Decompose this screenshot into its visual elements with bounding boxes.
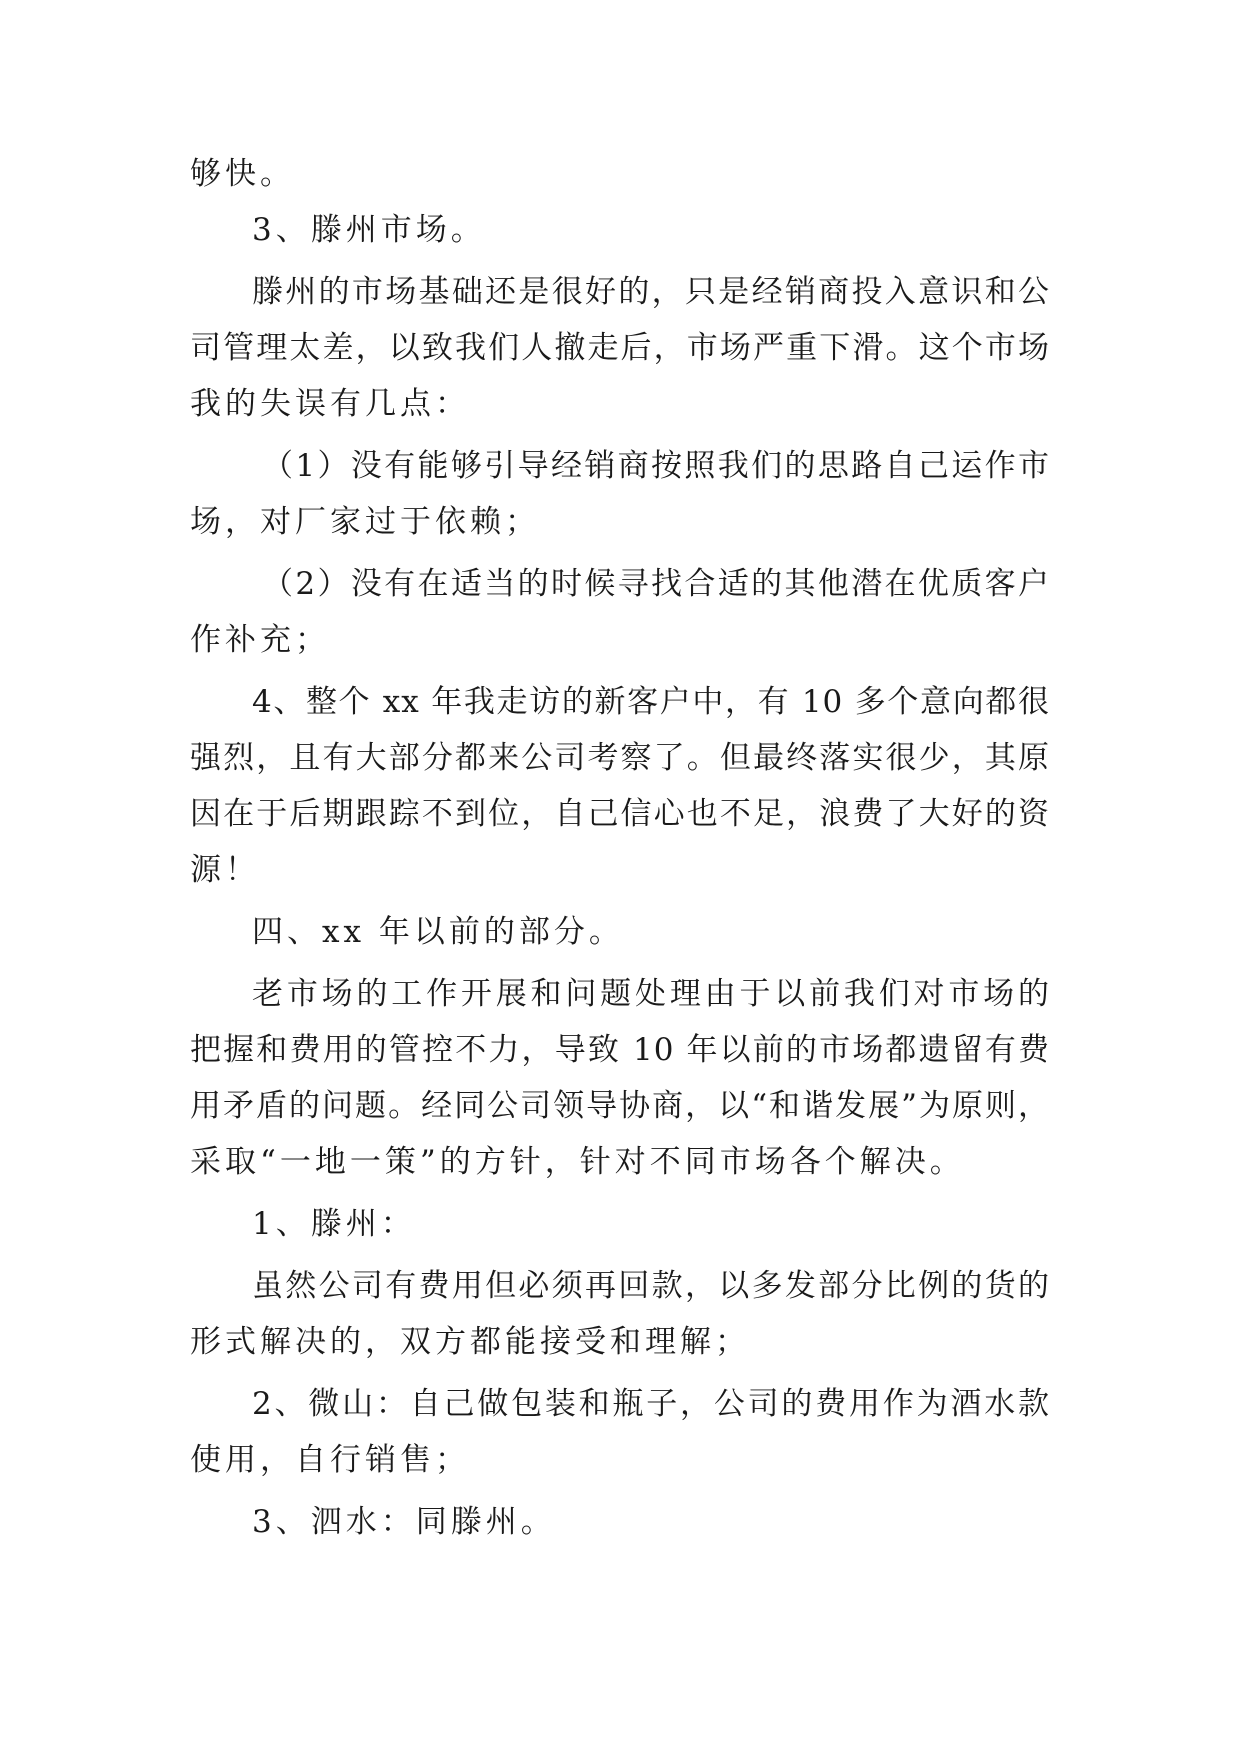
text-line: 源！: [190, 852, 260, 888]
text-line: 够快。: [190, 156, 295, 192]
text-line: 采取“一地一策”的方针，针对不同市场各个解决。: [190, 1144, 965, 1180]
text-line: 司管理太差，以致我们人撤走后，市场严重下滑。这个市场: [190, 330, 1050, 366]
text-line: 作补充；: [190, 622, 330, 658]
text-line: 把握和费用的管控不力，导致 10 年以前的市场都遗留有费: [190, 1032, 1050, 1068]
list-item: （1）没有能够引导经销商按照我们的思路自己运作市: [262, 448, 1050, 484]
text-line: 2、微山：自己做包装和瓶子，公司的费用作为酒水款: [252, 1386, 1050, 1422]
section-heading: 1、滕州：: [252, 1206, 416, 1242]
text-line: 场，对厂家过于依赖；: [190, 504, 540, 540]
text-line: 使用，自行销售；: [190, 1442, 470, 1478]
list-item: （2）没有在适当的时候寻找合适的其他潜在优质客户: [262, 566, 1050, 602]
text-line: 滕州的市场基础还是很好的，只是经销商投入意识和公: [252, 274, 1050, 310]
text-line: 我的失误有几点：: [190, 386, 470, 422]
text-line: 强烈，且有大部分都来公司考察了。但最终落实很少，其原: [190, 740, 1050, 776]
text-line: 形式解决的，双方都能接受和理解；: [190, 1324, 750, 1360]
section-heading: 四、xx 年以前的部分。: [252, 914, 624, 950]
text-line: 4、整个 xx 年我走访的新客户中，有 10 多个意向都很: [252, 684, 1050, 720]
text-line: 用矛盾的问题。经同公司领导协商，以“和谐发展”为原则，: [190, 1088, 1050, 1124]
section-heading: 3、滕州市场。: [252, 212, 486, 248]
text-line: 虽然公司有费用但必须再回款，以多发部分比例的货的: [252, 1268, 1050, 1304]
text-line: 3、泗水：同滕州。: [252, 1504, 556, 1540]
text-line: 因在于后期跟踪不到位，自己信心也不足，浪费了大好的资: [190, 796, 1050, 832]
text-line: 老市场的工作开展和问题处理由于以前我们对市场的: [252, 976, 1050, 1012]
